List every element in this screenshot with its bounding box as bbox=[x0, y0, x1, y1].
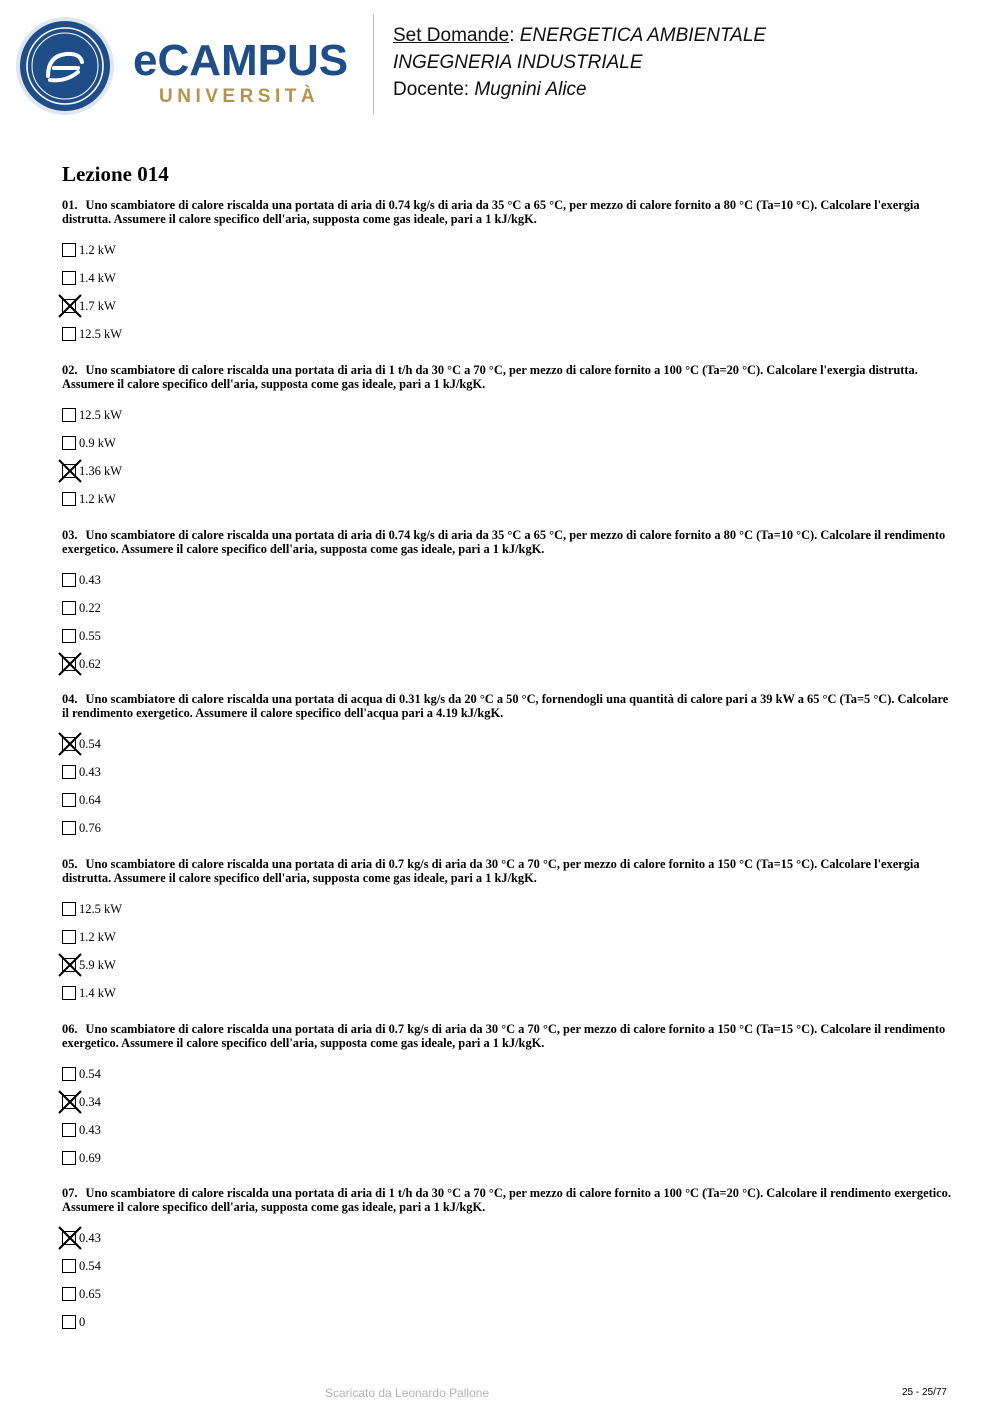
question-number: 01. bbox=[62, 198, 78, 212]
question-5-option-4[interactable] bbox=[62, 979, 952, 1007]
question-1-option-3[interactable] bbox=[62, 292, 952, 320]
answer-checkbox-checked[interactable] bbox=[62, 737, 76, 751]
answer-label: 0.64 bbox=[79, 792, 101, 807]
answer-checkbox[interactable] bbox=[62, 436, 76, 450]
question-body: Uno scambiatore di calore riscalda una portata di aria di 1 t/h da 30 °C a 70 °C, per mezzo di calore fornito a 100 °C (Ta=20 °C). Calcolare il rendimento exergetico. Assumere il calore specifico dell'aria, supposta come gas ideale, pari a 1 kJ/kgK. bbox=[62, 1186, 951, 1214]
header-divider bbox=[373, 14, 374, 115]
page-header bbox=[0, 0, 1000, 130]
docente-value: Mugnini Alice bbox=[474, 79, 587, 100]
answer-label: 0.43 bbox=[79, 1122, 101, 1137]
question-number: 05. bbox=[62, 857, 78, 871]
answer-options bbox=[62, 1060, 952, 1172]
cross-mark-icon bbox=[57, 1089, 83, 1115]
answer-label: 0.55 bbox=[79, 628, 101, 643]
question-text bbox=[62, 692, 952, 720]
question-2-option-3[interactable] bbox=[62, 457, 952, 485]
question-1-option-2[interactable] bbox=[62, 264, 952, 292]
answer-label: 1.36 kW bbox=[79, 463, 123, 478]
cross-mark-icon bbox=[57, 952, 83, 978]
question-4 bbox=[62, 692, 952, 842]
question-6-option-4[interactable] bbox=[62, 1144, 952, 1172]
question-2 bbox=[62, 363, 952, 513]
answer-checkbox[interactable] bbox=[62, 902, 76, 916]
logo-brand-text: eCAMPUS bbox=[133, 36, 349, 85]
question-4-option-1[interactable] bbox=[62, 730, 952, 758]
set-label: Set Domande bbox=[393, 25, 510, 46]
answer-checkbox[interactable] bbox=[62, 930, 76, 944]
question-body: Uno scambiatore di calore riscalda una portata di aria di 0.7 kg/s di aria da 30 °C a 70 °C, per mezzo di calore fornito a 150 °C (Ta=15 °C). Calcolare il rendimento exergetico. Assumere il calore specifico dell'aria, supposta come gas ideale, pari a 1 kJ/kgK. bbox=[62, 1022, 946, 1050]
answer-checkbox[interactable] bbox=[62, 408, 76, 422]
answer-checkbox[interactable] bbox=[62, 629, 76, 643]
answer-label: 0.54 bbox=[79, 1258, 101, 1273]
answer-label: 1.2 kW bbox=[79, 242, 116, 257]
answer-checkbox-checked[interactable] bbox=[62, 657, 76, 671]
question-5-option-1[interactable] bbox=[62, 895, 952, 923]
ecampus-seal-icon bbox=[14, 16, 116, 116]
answer-options bbox=[62, 730, 952, 842]
question-7-option-1[interactable] bbox=[62, 1224, 952, 1252]
answer-label: 0.43 bbox=[79, 1230, 101, 1245]
answer-label: 5.9 kW bbox=[79, 957, 116, 972]
answer-label: 1.4 kW bbox=[79, 985, 116, 1000]
question-number: 04. bbox=[62, 692, 78, 706]
question-body: Uno scambiatore di calore riscalda una portata di acqua di 0.31 kg/s da 20 °C a 50 °C, fornendogli una quantità di calore pari a 39 kW a 65 °C (Ta=5 °C). Calcolare il rendimento exergetico. Assumere il calore specifico dell'acqua pari a 4.19 kJ/kgK. bbox=[62, 692, 949, 720]
answer-label: 0.43 bbox=[79, 572, 101, 587]
question-3 bbox=[62, 528, 952, 678]
answer-checkbox-checked[interactable] bbox=[62, 299, 76, 313]
question-4-option-3[interactable] bbox=[62, 786, 952, 814]
answer-checkbox-checked[interactable] bbox=[62, 1231, 76, 1245]
question-3-option-2[interactable] bbox=[62, 594, 952, 622]
answer-checkbox[interactable] bbox=[62, 1315, 76, 1329]
answer-label: 0.69 bbox=[79, 1150, 101, 1165]
answer-checkbox[interactable] bbox=[62, 1259, 76, 1273]
question-text bbox=[62, 363, 952, 391]
page-footer bbox=[325, 1386, 975, 1402]
question-body: Uno scambiatore di calore riscalda una portata di aria di 0.74 kg/s di aria da 35 °C a 65 °C, per mezzo di calore fornito a 80 °C (Ta=10 °C). Calcolare l'exergia distrutta. Assumere il calore specifico dell'aria, supposta come gas ideale, pari a 1 kJ/kgK. bbox=[62, 198, 920, 226]
answer-label: 0 bbox=[79, 1314, 86, 1329]
answer-checkbox[interactable] bbox=[62, 1151, 76, 1165]
answer-label: 0.43 bbox=[79, 764, 101, 779]
cross-mark-icon bbox=[57, 731, 83, 757]
question-7 bbox=[62, 1186, 952, 1336]
question-number: 02. bbox=[62, 363, 78, 377]
course-name: INGEGNERIA INDUSTRIALE bbox=[393, 52, 643, 73]
question-1 bbox=[62, 198, 952, 348]
lesson-title: Lezione 014 bbox=[62, 162, 169, 186]
answer-label: 12.5 kW bbox=[79, 326, 123, 341]
question-3-option-4[interactable] bbox=[62, 650, 952, 678]
logo-subtitle: UNIVERSITÀ bbox=[159, 86, 320, 107]
answer-label: 1.2 kW bbox=[79, 929, 116, 944]
answer-checkbox[interactable] bbox=[62, 271, 76, 285]
answer-options bbox=[62, 1224, 952, 1336]
answer-checkbox[interactable] bbox=[62, 1287, 76, 1301]
question-text bbox=[62, 198, 952, 226]
cross-mark-icon bbox=[57, 651, 83, 677]
question-4-option-2[interactable] bbox=[62, 758, 952, 786]
answer-label: 0.65 bbox=[79, 1286, 101, 1301]
question-text bbox=[62, 857, 952, 885]
question-body: Uno scambiatore di calore riscalda una portata di aria di 1 t/h da 30 °C a 70 °C, per mezzo di calore fornito a 100 °C (Ta=20 °C). Calcolare l'exergia distrutta. Assumere il calore specifico dell'aria, supposta come gas ideale, pari a 1 kJ/kgK. bbox=[62, 363, 918, 391]
answer-checkbox[interactable] bbox=[62, 492, 76, 506]
answer-checkbox[interactable] bbox=[62, 1123, 76, 1137]
answer-label: 0.22 bbox=[79, 600, 101, 615]
question-5 bbox=[62, 857, 952, 1007]
question-5-option-3[interactable] bbox=[62, 951, 952, 979]
answer-checkbox-checked[interactable] bbox=[62, 464, 76, 478]
question-1-option-1[interactable] bbox=[62, 236, 952, 264]
answer-label: 0.76 bbox=[79, 820, 101, 835]
answer-label: 0.54 bbox=[79, 1066, 101, 1081]
question-text bbox=[62, 528, 952, 556]
download-watermark: Scaricato da Leonardo Pallone bbox=[325, 1386, 490, 1400]
docente-line bbox=[393, 76, 766, 103]
question-5-option-2[interactable] bbox=[62, 923, 952, 951]
answer-checkbox[interactable] bbox=[62, 793, 76, 807]
answer-checkbox-checked[interactable] bbox=[62, 958, 76, 972]
question-6 bbox=[62, 1022, 952, 1172]
answer-options bbox=[62, 895, 952, 1007]
cross-mark-icon bbox=[57, 293, 83, 319]
answer-label: 12.5 kW bbox=[79, 407, 123, 422]
set-sep: : bbox=[509, 25, 520, 46]
question-4-option-4[interactable] bbox=[62, 814, 952, 842]
question-6-option-2[interactable] bbox=[62, 1088, 952, 1116]
question-2-option-2[interactable] bbox=[62, 429, 952, 457]
cross-mark-icon bbox=[57, 458, 83, 484]
question-2-option-1[interactable] bbox=[62, 401, 952, 429]
cross-mark-icon bbox=[57, 1225, 83, 1251]
answer-checkbox[interactable] bbox=[62, 765, 76, 779]
answer-options bbox=[62, 236, 952, 348]
answer-checkbox[interactable] bbox=[62, 573, 76, 587]
header-info bbox=[393, 22, 766, 103]
answer-options bbox=[62, 566, 952, 678]
answer-checkbox[interactable] bbox=[62, 986, 76, 1000]
page-number: 25 - 25/77 bbox=[901, 1387, 947, 1398]
set-value: ENERGETICA AMBIENTALE bbox=[519, 25, 767, 46]
question-7-option-2[interactable] bbox=[62, 1252, 952, 1280]
answer-label: 1.7 kW bbox=[79, 298, 116, 313]
answer-checkbox[interactable] bbox=[62, 327, 76, 341]
question-3-option-3[interactable] bbox=[62, 622, 952, 650]
question-7-option-3[interactable] bbox=[62, 1280, 952, 1308]
ecampus-logo bbox=[133, 36, 358, 116]
question-body: Uno scambiatore di calore riscalda una portata di aria di 0.74 kg/s di aria da 35 °C a 65 °C, per mezzo di calore fornito a 80 °C (Ta=10 °C). Calcolare il rendimento exergetico. Assumere il calore specifico dell'aria, supposta come gas ideale, pari a 1 kJ/kgK. bbox=[62, 528, 946, 556]
answer-checkbox[interactable] bbox=[62, 601, 76, 615]
question-text bbox=[62, 1186, 952, 1214]
answer-label: 1.2 kW bbox=[79, 491, 116, 506]
question-text bbox=[62, 1022, 952, 1050]
question-6-option-3[interactable] bbox=[62, 1116, 952, 1144]
question-number: 03. bbox=[62, 528, 78, 542]
docente-label: Docente: bbox=[393, 79, 475, 100]
answer-checkbox[interactable] bbox=[62, 821, 76, 835]
answer-checkbox-checked[interactable] bbox=[62, 1095, 76, 1109]
answer-options bbox=[62, 401, 952, 513]
answer-label: 0.34 bbox=[79, 1094, 101, 1109]
answer-checkbox[interactable] bbox=[62, 1067, 76, 1081]
question-body: Uno scambiatore di calore riscalda una portata di aria di 0.7 kg/s di aria da 30 °C a 70 °C, per mezzo di calore fornito a 150 °C (Ta=15 °C). Calcolare l'exergia distrutta. Assumere il calore specifico dell'aria, supposta come gas ideale, pari a 1 kJ/kgK. bbox=[62, 857, 920, 885]
question-2-option-4[interactable] bbox=[62, 485, 952, 513]
answer-label: 1.4 kW bbox=[79, 270, 116, 285]
set-line bbox=[393, 22, 766, 49]
question-number: 07. bbox=[62, 1186, 78, 1200]
question-1-option-4[interactable] bbox=[62, 320, 952, 348]
answer-label: 0.54 bbox=[79, 736, 101, 751]
question-7-option-4[interactable] bbox=[62, 1308, 952, 1336]
question-6-option-1[interactable] bbox=[62, 1060, 952, 1088]
answer-label: 0.62 bbox=[79, 656, 101, 671]
answer-label: 0.9 kW bbox=[79, 435, 116, 450]
answer-label: 12.5 kW bbox=[79, 901, 123, 916]
answer-checkbox[interactable] bbox=[62, 243, 76, 257]
question-3-option-1[interactable] bbox=[62, 566, 952, 594]
question-number: 06. bbox=[62, 1022, 78, 1036]
